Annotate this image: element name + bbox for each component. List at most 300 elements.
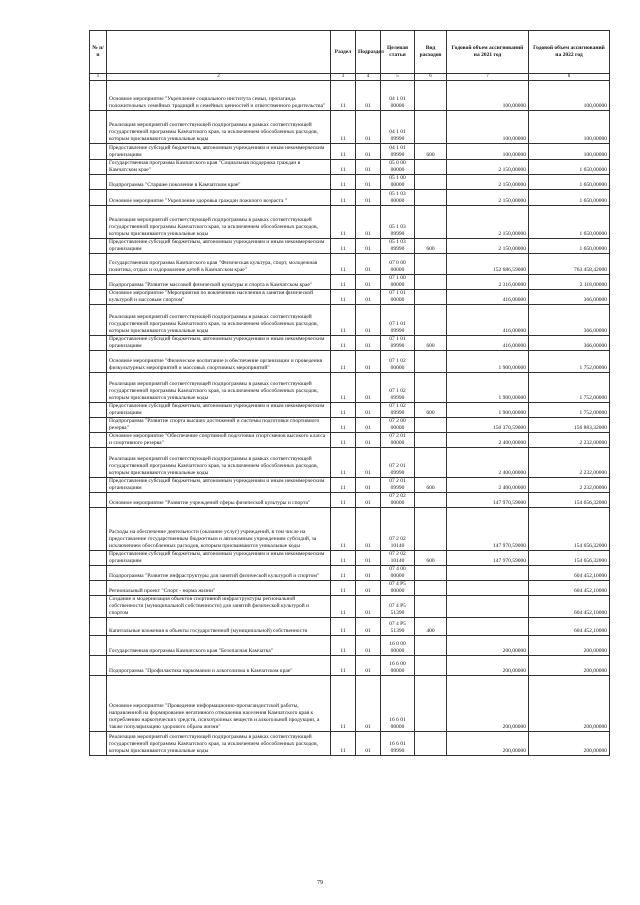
row-csr-cell: 07 1 01 09990 bbox=[381, 305, 415, 336]
row-amount-2021-cell bbox=[447, 566, 529, 581]
row-amount-2022-cell: 763 458,42000 bbox=[529, 254, 610, 275]
table-row bbox=[90, 418, 610, 433]
row-num-cell bbox=[90, 618, 107, 636]
row-csr-cell: 07 2 02 10140 bbox=[381, 551, 415, 566]
row-vr-cell: 400 bbox=[415, 618, 447, 636]
table-row bbox=[90, 636, 610, 656]
row-amount-2021-cell: 2 316,00000 bbox=[447, 275, 529, 290]
row-num-cell bbox=[90, 596, 107, 618]
row-amount-2021-cell: 2 400,00000 bbox=[447, 478, 529, 493]
row-razdel-cell: 11 bbox=[331, 493, 356, 508]
row-razdel-cell: 11 bbox=[331, 732, 356, 756]
row-razdel-cell: 11 bbox=[331, 618, 356, 636]
header-razdel: Раздел bbox=[331, 31, 356, 74]
row-amount-2022-cell: 366,00000 bbox=[529, 290, 610, 305]
row-podrazdel-cell: 01 bbox=[356, 478, 381, 493]
table-row bbox=[90, 290, 610, 305]
row-csr-cell: 07 2 01 09990 bbox=[381, 478, 415, 493]
row-name-cell: Реализация мероприятий соответствующей подпрограммы в рамках соответствующей государственной программы Камчатского края, за исключением обособленных расходов, которым присваиваются уникальные коды bbox=[107, 206, 331, 239]
row-csr-cell: 07 1 02 09990 bbox=[381, 373, 415, 403]
row-num-cell bbox=[90, 373, 107, 403]
row-amount-2021-cell: 147 970,59000 bbox=[447, 551, 529, 566]
row-amount-2022-cell: 200,00000 bbox=[529, 656, 610, 676]
row-csr-cell: 07 2 02 10140 bbox=[381, 508, 415, 551]
header-num: № п/п bbox=[90, 31, 107, 74]
row-amount-2021-cell: 200,00000 bbox=[447, 732, 529, 756]
column-number: 8 bbox=[529, 74, 610, 81]
row-amount-2022-cell: 154 656,32000 bbox=[529, 493, 610, 508]
row-amount-2022-cell: 1 752,00000 bbox=[529, 351, 610, 373]
row-podrazdel-cell: 01 bbox=[356, 160, 381, 175]
row-podrazdel-cell: 01 bbox=[356, 581, 381, 596]
row-vr-cell bbox=[415, 636, 447, 656]
row-razdel-cell: 11 bbox=[331, 581, 356, 596]
row-amount-2022-cell: 1 752,00000 bbox=[529, 373, 610, 403]
row-csr-cell: 05 1 03 00000 bbox=[381, 190, 415, 206]
table-row bbox=[90, 551, 610, 566]
row-razdel-cell: 11 bbox=[331, 351, 356, 373]
row-amount-2021-cell: 416,00000 bbox=[447, 305, 529, 336]
row-razdel-cell: 11 bbox=[331, 596, 356, 618]
header-csr: Целевая статья bbox=[381, 31, 415, 74]
row-csr-cell: 07 2 01 00000 bbox=[381, 433, 415, 448]
row-amount-2021-cell: 100,00000 bbox=[447, 111, 529, 144]
row-vr-cell bbox=[415, 508, 447, 551]
row-razdel-cell: 11 bbox=[331, 290, 356, 305]
header-vr: Вид расходов bbox=[415, 31, 447, 74]
row-razdel-cell: 11 bbox=[331, 551, 356, 566]
row-amount-2021-cell: 147 970,59000 bbox=[447, 493, 529, 508]
row-num-cell bbox=[90, 144, 107, 160]
budget-table bbox=[89, 30, 610, 756]
header-row bbox=[90, 31, 610, 74]
row-amount-2021-cell bbox=[447, 596, 529, 618]
row-num-cell bbox=[90, 403, 107, 418]
row-razdel-cell: 11 bbox=[331, 433, 356, 448]
row-razdel-cell: 11 bbox=[331, 239, 356, 254]
table-row bbox=[90, 493, 610, 508]
row-csr-cell: 05 0 00 00000 bbox=[381, 160, 415, 175]
row-name-cell: Расходы на обеспечение деятельности (оказание услуг) учреждений, в том числе на предоставление государственным бюджетным и автономным учреждениям субсидий, за исключением обособленных расходов, которым присваиваются уникальные коды bbox=[107, 508, 331, 551]
row-num-cell bbox=[90, 111, 107, 144]
row-podrazdel-cell: 01 bbox=[356, 351, 381, 373]
row-vr-cell bbox=[415, 351, 447, 373]
row-num-cell bbox=[90, 175, 107, 190]
table-row bbox=[90, 403, 610, 418]
row-amount-2021-cell: 416,00000 bbox=[447, 336, 529, 351]
row-amount-2021-cell: 416,00000 bbox=[447, 290, 529, 305]
table-row bbox=[90, 111, 610, 144]
row-razdel-cell: 11 bbox=[331, 448, 356, 478]
row-csr-cell: 04 1 01 09990 bbox=[381, 144, 415, 160]
row-podrazdel-cell: 01 bbox=[356, 373, 381, 403]
row-name-cell: Государственная программа Камчатского края "Социальная поддержка граждан в Камчатском крае" bbox=[107, 160, 331, 175]
row-name-cell: Капитальные вложения в объекты государственной (муниципальной) собственности bbox=[107, 618, 331, 636]
row-razdel-cell: 11 bbox=[331, 418, 356, 433]
table-row bbox=[90, 160, 610, 175]
table-row bbox=[90, 618, 610, 636]
row-csr-cell: 07 4 P5 51390 bbox=[381, 618, 415, 636]
row-amount-2022-cell: 156 883,32000 bbox=[529, 418, 610, 433]
row-vr-cell bbox=[415, 566, 447, 581]
row-razdel-cell: 11 bbox=[331, 566, 356, 581]
row-razdel-cell: 11 bbox=[331, 175, 356, 190]
row-podrazdel-cell: 01 bbox=[356, 732, 381, 756]
row-vr-cell: 600 bbox=[415, 336, 447, 351]
row-podrazdel-cell: 01 bbox=[356, 175, 381, 190]
row-podrazdel-cell: 01 bbox=[356, 144, 381, 160]
row-amount-2021-cell: 150 370,59000 bbox=[447, 418, 529, 433]
row-num-cell bbox=[90, 656, 107, 676]
row-name-cell: Реализация мероприятий соответствующей подпрограммы в рамках соответствующей государственной программы Камчатского края, за исключением обособленных расходов, которым присваиваются уникальные коды bbox=[107, 732, 331, 756]
column-number: 3 bbox=[331, 74, 356, 81]
table-row bbox=[90, 732, 610, 756]
row-razdel-cell: 11 bbox=[331, 254, 356, 275]
row-csr-cell: 16 6 01 09990 bbox=[381, 732, 415, 756]
row-vr-cell: 600 bbox=[415, 403, 447, 418]
row-podrazdel-cell: 01 bbox=[356, 239, 381, 254]
row-podrazdel-cell: 01 bbox=[356, 433, 381, 448]
row-vr-cell bbox=[415, 448, 447, 478]
row-name-cell: Основное мероприятие "Физическое воспитание и обеспечение организации и проведения физкультурных мероприятий и массовых спортивных мероприятий" bbox=[107, 351, 331, 373]
row-csr-cell: 07 1 02 00000 bbox=[381, 351, 415, 373]
row-num-cell bbox=[90, 239, 107, 254]
row-name-cell: Подпрограмма "Развитие спорта высших достижений и системы подготовки спортивного резерва" bbox=[107, 418, 331, 433]
row-csr-cell: 07 1 00 00000 bbox=[381, 275, 415, 290]
row-amount-2021-cell: 2 150,00000 bbox=[447, 160, 529, 175]
row-vr-cell bbox=[415, 111, 447, 144]
table-row bbox=[90, 656, 610, 676]
row-num-cell bbox=[90, 305, 107, 336]
row-csr-cell: 05 1 00 00000 bbox=[381, 175, 415, 190]
row-podrazdel-cell: 01 bbox=[356, 448, 381, 478]
row-num-cell bbox=[90, 206, 107, 239]
row-vr-cell bbox=[415, 732, 447, 756]
table-row bbox=[90, 351, 610, 373]
row-num-cell bbox=[90, 275, 107, 290]
column-number: 1 bbox=[90, 74, 107, 81]
row-vr-cell bbox=[415, 175, 447, 190]
table-row bbox=[90, 433, 610, 448]
row-amount-2022-cell: 1 650,00000 bbox=[529, 239, 610, 254]
row-razdel-cell: 11 bbox=[331, 336, 356, 351]
header-name bbox=[107, 31, 331, 74]
row-amount-2022-cell: 366,00000 bbox=[529, 305, 610, 336]
row-num-cell bbox=[90, 581, 107, 596]
row-podrazdel-cell: 01 bbox=[356, 305, 381, 336]
column-number: 7 bbox=[447, 74, 529, 81]
row-razdel-cell: 11 bbox=[331, 403, 356, 418]
table-row bbox=[90, 581, 610, 596]
table-row bbox=[90, 81, 610, 111]
row-num-cell bbox=[90, 433, 107, 448]
row-vr-cell bbox=[415, 290, 447, 305]
row-amount-2021-cell: 2 400,00000 bbox=[447, 433, 529, 448]
table-row bbox=[90, 144, 610, 160]
row-vr-cell bbox=[415, 433, 447, 448]
row-name-cell: Подпрограмма "Развитие инфраструктуры для занятий физической культурой и спортом" bbox=[107, 566, 331, 581]
row-name-cell: Подпрограмма "Старшее поколение в Камчатском крае" bbox=[107, 175, 331, 190]
row-razdel-cell: 11 bbox=[331, 478, 356, 493]
row-num-cell bbox=[90, 448, 107, 478]
row-amount-2022-cell: 200,00000 bbox=[529, 732, 610, 756]
row-razdel-cell: 11 bbox=[331, 275, 356, 290]
row-amount-2021-cell: 200,00000 bbox=[447, 636, 529, 656]
row-podrazdel-cell: 01 bbox=[356, 336, 381, 351]
row-podrazdel-cell: 01 bbox=[356, 508, 381, 551]
row-razdel-cell: 11 bbox=[331, 305, 356, 336]
row-num-cell bbox=[90, 351, 107, 373]
row-amount-2021-cell: 1 900,00000 bbox=[447, 403, 529, 418]
row-podrazdel-cell: 01 bbox=[356, 275, 381, 290]
row-name-cell: Реализация мероприятий соответствующей подпрограммы в рамках соответствующей государственной программы Камчатского края, за исключением обособленных расходов, которым присваиваются уникальные коды bbox=[107, 305, 331, 336]
row-amount-2022-cell: 366,00000 bbox=[529, 336, 610, 351]
row-razdel-cell: 11 bbox=[331, 636, 356, 656]
row-razdel-cell: 11 bbox=[331, 373, 356, 403]
table-row bbox=[90, 676, 610, 732]
row-amount-2022-cell: 154 656,32000 bbox=[529, 508, 610, 551]
row-num-cell bbox=[90, 636, 107, 656]
row-num-cell bbox=[90, 493, 107, 508]
table-row bbox=[90, 508, 610, 551]
row-num-cell bbox=[90, 160, 107, 175]
row-num-cell bbox=[90, 290, 107, 305]
row-amount-2022-cell: 1 650,00000 bbox=[529, 190, 610, 206]
row-name-cell: Реализация мероприятий соответствующей подпрограммы в рамках соответствующей государственной программы Камчатского края, за исключением обособленных расходов, которым присваиваются уникальные коды bbox=[107, 448, 331, 478]
row-vr-cell: 600 bbox=[415, 239, 447, 254]
table-row bbox=[90, 254, 610, 275]
row-num-cell bbox=[90, 478, 107, 493]
row-podrazdel-cell: 01 bbox=[356, 656, 381, 676]
row-csr-cell: 07 4 P5 00000 bbox=[381, 581, 415, 596]
row-vr-cell: 600 bbox=[415, 144, 447, 160]
row-amount-2022-cell: 100,00000 bbox=[529, 81, 610, 111]
row-vr-cell bbox=[415, 656, 447, 676]
row-razdel-cell: 11 bbox=[331, 81, 356, 111]
row-amount-2022-cell: 2 118,00000 bbox=[529, 275, 610, 290]
table-row bbox=[90, 596, 610, 618]
row-amount-2021-cell: 100,00000 bbox=[447, 81, 529, 111]
row-name-cell: Основное мероприятие "Обеспечение спортивной подготовки спортсменов высокого класса и спортивного резерва" bbox=[107, 433, 331, 448]
row-amount-2021-cell: 200,00000 bbox=[447, 656, 529, 676]
row-csr-cell: 07 2 00 00000 bbox=[381, 418, 415, 433]
row-podrazdel-cell: 01 bbox=[356, 596, 381, 618]
row-name-cell: Предоставление субсидий бюджетным, автономным учреждениям и иным некоммерческим организациям bbox=[107, 478, 331, 493]
row-csr-cell: 05 1 03 09990 bbox=[381, 239, 415, 254]
row-razdel-cell: 11 bbox=[331, 144, 356, 160]
row-num-cell bbox=[90, 81, 107, 111]
row-amount-2022-cell: 2 232,00000 bbox=[529, 478, 610, 493]
table-row bbox=[90, 373, 610, 403]
row-name-cell: Государственная программа Камчатского края "Безопасная Камчатка" bbox=[107, 636, 331, 656]
row-amount-2022-cell: 154 656,32000 bbox=[529, 551, 610, 566]
row-num-cell bbox=[90, 566, 107, 581]
row-amount-2021-cell: 1 900,00000 bbox=[447, 373, 529, 403]
row-csr-cell: 07 1 02 09990 bbox=[381, 403, 415, 418]
row-razdel-cell: 11 bbox=[331, 160, 356, 175]
row-razdel-cell: 11 bbox=[331, 656, 356, 676]
table-row bbox=[90, 305, 610, 336]
row-podrazdel-cell: 01 bbox=[356, 618, 381, 636]
row-vr-cell bbox=[415, 418, 447, 433]
row-amount-2021-cell: 152 686,59000 bbox=[447, 254, 529, 275]
row-vr-cell bbox=[415, 596, 447, 618]
row-name-cell: Предоставление субсидий бюджетным, автономным учреждениям и иным некоммерческим организациям bbox=[107, 551, 331, 566]
row-csr-cell: 16 6 00 00000 bbox=[381, 656, 415, 676]
row-podrazdel-cell: 01 bbox=[356, 290, 381, 305]
row-vr-cell bbox=[415, 676, 447, 732]
row-vr-cell bbox=[415, 373, 447, 403]
table-row bbox=[90, 566, 610, 581]
row-vr-cell: 600 bbox=[415, 551, 447, 566]
row-csr-cell: 05 1 03 09990 bbox=[381, 206, 415, 239]
row-vr-cell bbox=[415, 305, 447, 336]
table-row bbox=[90, 448, 610, 478]
column-number: 2 bbox=[107, 74, 331, 81]
table-row bbox=[90, 206, 610, 239]
table-body bbox=[90, 81, 610, 756]
row-csr-cell: 04 1 01 09990 bbox=[381, 111, 415, 144]
row-amount-2022-cell: 604 452,10000 bbox=[529, 618, 610, 636]
row-vr-cell bbox=[415, 81, 447, 111]
table-row bbox=[90, 336, 610, 351]
row-name-cell: Предоставление субсидий бюджетным, автономным учреждениям и иным некоммерческим организациям bbox=[107, 144, 331, 160]
row-name-cell: Реализация мероприятий соответствующей подпрограммы в рамках соответствующей государственной программы Камчатского края, за исключением обособленных расходов, которым присваиваются уникальные коды bbox=[107, 111, 331, 144]
row-name-cell: Предоставление субсидий бюджетным, автономным учреждениям и иным некоммерческим организациям bbox=[107, 239, 331, 254]
row-amount-2021-cell: 2 150,00000 bbox=[447, 190, 529, 206]
row-num-cell bbox=[90, 508, 107, 551]
row-razdel-cell: 11 bbox=[331, 111, 356, 144]
row-name-cell: Реализация мероприятий соответствующей подпрограммы в рамках соответствующей государственной программы Камчатского края, за исключением обособленных расходов, которым присваиваются уникальные коды bbox=[107, 373, 331, 403]
row-num-cell bbox=[90, 676, 107, 732]
row-name-cell: Подпрограмма "Развитие массовой физической культуры и спорта в Камчатском крае" bbox=[107, 275, 331, 290]
row-razdel-cell: 11 bbox=[331, 190, 356, 206]
table-row bbox=[90, 275, 610, 290]
row-name-cell: Основное мероприятие "Мероприятия по вовлечению населения в занятия физической культурой и массовым спортом" bbox=[107, 290, 331, 305]
row-num-cell bbox=[90, 336, 107, 351]
row-podrazdel-cell: 01 bbox=[356, 566, 381, 581]
row-amount-2022-cell: 1 650,00000 bbox=[529, 160, 610, 175]
row-num-cell bbox=[90, 732, 107, 756]
row-name-cell: Предоставление субсидий бюджетным, автономным учреждениям и иным некоммерческим организациям bbox=[107, 403, 331, 418]
row-name-cell: Основное мероприятие "Укрепление социального института семьи, пропаганда положительных семейных традиций и семейных ценностей и ответственного родительства" bbox=[107, 81, 331, 111]
row-name-cell: Региональный проект "Спорт - норма жизни" bbox=[107, 581, 331, 596]
row-amount-2021-cell: 2 150,00000 bbox=[447, 206, 529, 239]
row-amount-2021-cell bbox=[447, 618, 529, 636]
header-vol2021: Годовой объем ассигнований на 2021 год bbox=[447, 31, 529, 74]
row-amount-2021-cell: 147 970,59000 bbox=[447, 508, 529, 551]
row-name-cell: Основное мероприятие "Укрепление здоровья граждан пожилого возраста " bbox=[107, 190, 331, 206]
row-amount-2022-cell: 200,00000 bbox=[529, 676, 610, 732]
row-podrazdel-cell: 01 bbox=[356, 418, 381, 433]
row-podrazdel-cell: 01 bbox=[356, 636, 381, 656]
row-num-cell bbox=[90, 418, 107, 433]
column-number: 6 bbox=[415, 74, 447, 81]
row-name-cell: Основное мероприятие "Развитие учреждений сферы физической культуры и спорта" bbox=[107, 493, 331, 508]
row-vr-cell bbox=[415, 190, 447, 206]
row-csr-cell: 07 4 00 00000 bbox=[381, 566, 415, 581]
row-amount-2022-cell: 604 452,10000 bbox=[529, 581, 610, 596]
row-amount-2022-cell: 1 752,00000 bbox=[529, 403, 610, 418]
row-amount-2021-cell: 1 900,00000 bbox=[447, 351, 529, 373]
row-podrazdel-cell: 01 bbox=[356, 254, 381, 275]
row-amount-2022-cell: 200,00000 bbox=[529, 636, 610, 656]
column-number: 4 bbox=[356, 74, 381, 81]
row-amount-2022-cell: 2 232,00000 bbox=[529, 448, 610, 478]
row-csr-cell: 04 1 01 00000 bbox=[381, 81, 415, 111]
row-amount-2022-cell: 100,00000 bbox=[529, 144, 610, 160]
row-podrazdel-cell: 01 bbox=[356, 493, 381, 508]
table-row bbox=[90, 190, 610, 206]
row-amount-2021-cell: 2 150,00000 bbox=[447, 239, 529, 254]
page-number: 79 bbox=[317, 880, 323, 886]
column-number: 5 bbox=[381, 74, 415, 81]
table-row bbox=[90, 239, 610, 254]
header-vol2022: Годовой объем ассигнований на 2022 год bbox=[529, 31, 610, 74]
row-name-cell: Создание и модернизация объектов спортивной инфраструктуры региональной собственности (муниципальной собственности) для занятий физической культурой и спортом bbox=[107, 596, 331, 618]
row-amount-2022-cell: 2 232,00000 bbox=[529, 433, 610, 448]
row-amount-2022-cell: 1 650,00000 bbox=[529, 206, 610, 239]
table-row bbox=[90, 478, 610, 493]
row-podrazdel-cell: 01 bbox=[356, 111, 381, 144]
row-num-cell bbox=[90, 190, 107, 206]
row-amount-2021-cell: 200,00000 bbox=[447, 676, 529, 732]
row-podrazdel-cell: 01 bbox=[356, 81, 381, 111]
row-amount-2022-cell: 1 650,00000 bbox=[529, 175, 610, 190]
row-amount-2021-cell: 2 400,00000 bbox=[447, 448, 529, 478]
row-amount-2021-cell bbox=[447, 581, 529, 596]
row-vr-cell bbox=[415, 206, 447, 239]
row-csr-cell: 07 2 01 09990 bbox=[381, 448, 415, 478]
row-vr-cell bbox=[415, 493, 447, 508]
row-csr-cell: 07 1 01 09990 bbox=[381, 336, 415, 351]
row-amount-2021-cell: 100,00000 bbox=[447, 144, 529, 160]
row-csr-cell: 07 4 P5 51390 bbox=[381, 596, 415, 618]
row-razdel-cell: 11 bbox=[331, 206, 356, 239]
row-name-cell: Предоставление субсидий бюджетным, автономным учреждениям и иным некоммерческим организациям bbox=[107, 336, 331, 351]
row-razdel-cell: 11 bbox=[331, 676, 356, 732]
row-name-cell: Государственная программа Камчатского края "Физическая культура, спорт, молодежная политика, отдых и оздоровление детей в Камчатском крае" bbox=[107, 254, 331, 275]
row-amount-2021-cell: 2 150,00000 bbox=[447, 175, 529, 190]
row-podrazdel-cell: 01 bbox=[356, 206, 381, 239]
column-number-row bbox=[90, 74, 610, 81]
row-vr-cell bbox=[415, 254, 447, 275]
row-vr-cell: 600 bbox=[415, 478, 447, 493]
row-amount-2022-cell: 604 452,10000 bbox=[529, 566, 610, 581]
header-podrazdel: Подраздел bbox=[356, 31, 381, 74]
row-csr-cell: 07 0 00 00000 bbox=[381, 254, 415, 275]
row-csr-cell: 07 1 01 00000 bbox=[381, 290, 415, 305]
row-csr-cell: 07 2 02 00000 bbox=[381, 493, 415, 508]
row-name-cell: Подпрограмма "Профилактика наркомании и алкоголизма в Камчатском крае" bbox=[107, 656, 331, 676]
row-vr-cell bbox=[415, 160, 447, 175]
row-amount-2022-cell: 100,00000 bbox=[529, 111, 610, 144]
row-name-cell: Основное мероприятие "Проведение информационно-пропагандистской работы, направленной на формирование негативного отношения населения Камчатского края к потреблению наркотических средств, психотропных веществ и алкогольной продукции, а также популяризацию здорового образа жизни" bbox=[107, 676, 331, 732]
row-podrazdel-cell: 01 bbox=[356, 551, 381, 566]
row-podrazdel-cell: 01 bbox=[356, 403, 381, 418]
table-row bbox=[90, 175, 610, 190]
row-razdel-cell: 11 bbox=[331, 508, 356, 551]
row-csr-cell: 16 6 01 00000 bbox=[381, 676, 415, 732]
row-vr-cell bbox=[415, 275, 447, 290]
row-vr-cell bbox=[415, 581, 447, 596]
row-num-cell bbox=[90, 551, 107, 566]
row-podrazdel-cell: 01 bbox=[356, 190, 381, 206]
row-csr-cell: 16 0 00 00000 bbox=[381, 636, 415, 656]
row-podrazdel-cell: 01 bbox=[356, 676, 381, 732]
row-num-cell bbox=[90, 254, 107, 275]
row-amount-2022-cell: 604 452,10000 bbox=[529, 596, 610, 618]
